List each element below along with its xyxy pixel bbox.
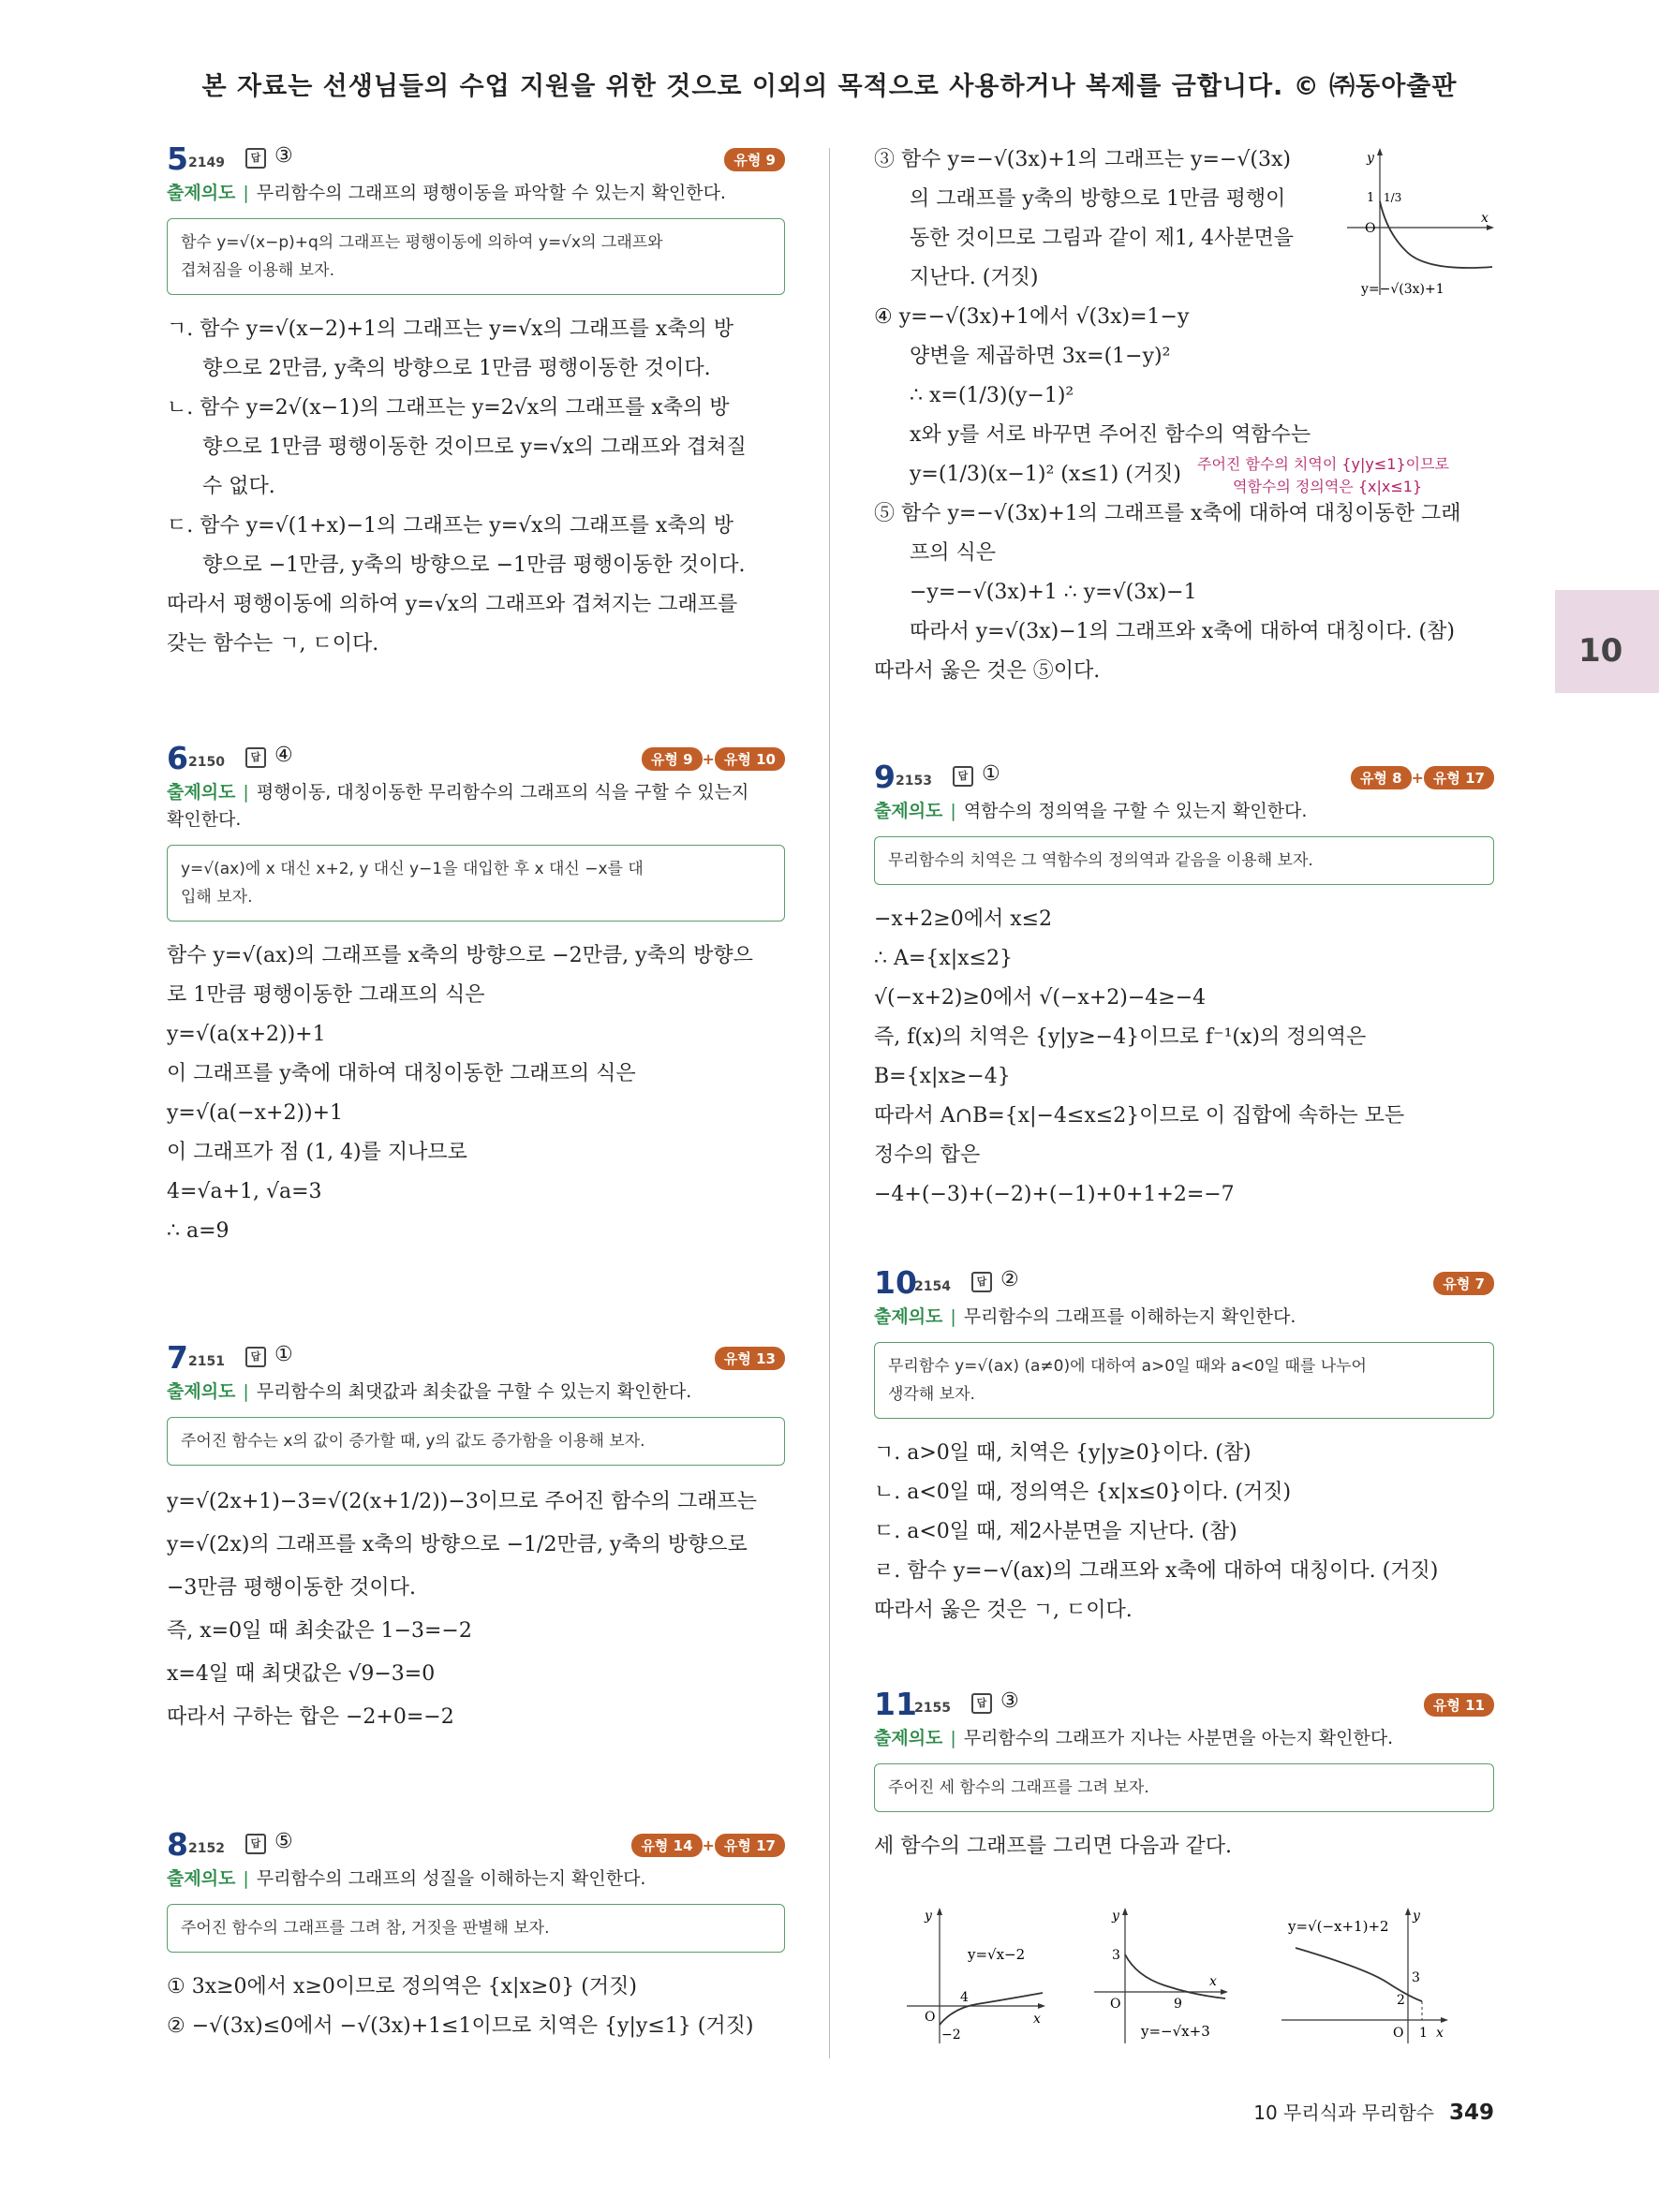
type-badges	[715, 1347, 785, 1370]
problem-10	[874, 1264, 1494, 1630]
solution-line: 따라서 옳은 것은 ⑤이다.	[874, 659, 1101, 683]
solution-line: x=4일 때 최댓값은 √9−3=0	[167, 1662, 436, 1686]
intent-label: 출제의도	[874, 1728, 943, 1748]
problem-number: 5	[167, 140, 188, 177]
hint-line: 주어진 세 함수의 그래프를 그려 보자.	[888, 1778, 1149, 1797]
solution	[167, 1968, 785, 2046]
solution	[167, 310, 785, 664]
type-badge: 유형 17	[715, 1834, 785, 1857]
hint-line: 함수 y=√(x−p)+q의 그래프는 평행이동에 의하여 y=√x의 그래프와	[181, 233, 663, 252]
tick-label: 1	[1419, 2026, 1428, 2041]
answer-icon: 답	[245, 148, 266, 169]
intent-line: 출제의도 | 역함수의 정의역을 구할 수 있는지 확인한다.	[874, 801, 1308, 821]
solution-line: y=√(2x+1)−3=√(2(x+1/2))−3이므로 주어진 함수의 그래프는	[167, 1490, 758, 1513]
footer-chapter: 10 무리식과 무리함수	[1253, 2101, 1434, 2124]
solution-line: 함수 y=√(ax)의 그래프를 x축의 방향으로 −2만큼, y축의 방향으	[167, 944, 753, 967]
problem-6	[167, 740, 785, 1251]
problem-code: 2154	[914, 1279, 951, 1294]
tick-label: 2	[1397, 1993, 1405, 2008]
solution	[874, 900, 1494, 1215]
hint-line: 무리함수 y=√(ax) (a≠0)에 대하여 a>0일 때와 a<0일 때를 나누어	[888, 1357, 1367, 1376]
graph-p8	[1342, 145, 1497, 300]
origin-label: O	[1365, 221, 1376, 236]
problem-number: 11	[874, 1686, 917, 1722]
hint-line: 주어진 함수는 x의 값이 증가할 때, y의 값도 증가함을 이용해 보자.	[181, 1432, 645, 1451]
solution-line: 이 그래프를 y축에 대하여 대칭이동한 그래프의 식은	[167, 1062, 636, 1085]
tick-label: 3	[1112, 1948, 1120, 1963]
solution-line: ④ y=−√(3x)+1에서 √(3x)=1−y	[874, 305, 1190, 329]
hint-box	[874, 1763, 1494, 1812]
y-axis-label: y	[925, 1909, 932, 1924]
problem-number: 9	[874, 759, 896, 795]
x-arrow-icon	[1441, 2017, 1448, 2023]
column-divider	[829, 148, 830, 2058]
problem-header	[167, 1826, 785, 1862]
answer-icon: 답	[971, 1272, 992, 1292]
note-line: 주어진 함수의 치역이 {y|y≤1}이므로	[1197, 455, 1450, 473]
solution	[167, 1481, 785, 1739]
hint-box	[167, 218, 785, 295]
solution-line: ㄷ. a<0일 때, 제2사분면을 지난다. (참)	[874, 1520, 1237, 1543]
graph-1	[907, 1908, 1045, 2043]
chapter-tab-label: 10	[1578, 632, 1623, 670]
type-badge: 유형 7	[1433, 1272, 1494, 1295]
tick-label: 4	[960, 1990, 969, 2005]
solution-line: 갖는 함수는 ㄱ, ㄷ이다.	[167, 632, 379, 656]
page-number: 349	[1448, 2101, 1494, 2125]
solution-line: 세 함수의 그래프를 그리면 다음과 같다.	[874, 1835, 1232, 1858]
solution-line: 로 1만큼 평행이동한 그래프의 식은	[167, 983, 485, 1007]
intent-label: 출제의도	[167, 183, 236, 203]
margin-note	[1197, 453, 1506, 498]
problem-code: 2153	[896, 774, 932, 789]
solution-line: 따라서 y=√(3x)−1의 그래프와 x축에 대하여 대칭이다. (참)	[910, 620, 1455, 643]
solution-text: y=(1/3)(x−1)² (x≤1) (거짓)	[910, 463, 1181, 486]
y-tick-label: 1	[1367, 191, 1375, 205]
solution-line: −4+(−3)+(−2)+(−1)+0+1+2=−7	[874, 1183, 1235, 1206]
copyright-banner: 본 자료는 선생님들의 수업 지원을 위한 것으로 이외의 목적으로 사용하거나 복제를 금합니다. © ㈜동아출판	[201, 72, 1458, 101]
solution-line: 양변을 제곱하면 3x=(1−y)²	[910, 345, 1171, 368]
y-arrow-icon	[937, 1908, 942, 1915]
intent-line: 출제의도 | 무리함수의 최댓값과 최솟값을 구할 수 있는지 확인한다.	[167, 1381, 692, 1402]
x-axis-label: x	[1209, 1974, 1217, 1989]
x-axis-label: x	[1436, 2026, 1444, 2041]
solution-line: 프의 식은	[910, 541, 997, 565]
hint-box	[167, 1904, 785, 1953]
problem-code: 2151	[188, 1354, 225, 1369]
x-axis-label: x	[1481, 211, 1489, 226]
type-badges: 유형 9 + 유형 10	[642, 747, 785, 771]
type-badges: 유형 14 + 유형 17	[631, 1834, 785, 1857]
problem-header	[874, 1264, 1494, 1300]
solution-line: B={x|x≥−4}	[874, 1065, 1011, 1088]
solution-line: ① 3x≥0에서 x≥0이므로 정의역은 {x|x≥0} (거짓)	[167, 1975, 637, 1998]
type-badges	[724, 148, 785, 171]
intent-line: 출제의도 | 무리함수의 그래프가 지나는 사분면을 아는지 확인한다.	[874, 1728, 1394, 1748]
answer-value: ④	[274, 744, 293, 767]
problem-number: 6	[167, 740, 188, 776]
solution-line: 동한 것이므로 그림과 같이 제1, 4사분면을	[910, 227, 1294, 250]
answer-value: ③	[274, 144, 293, 168]
intent-label: 출제의도	[874, 801, 943, 821]
graphs-p11	[902, 1903, 1483, 2053]
solution-line: ③ 함수 y=−√(3x)+1의 그래프는 y=−√(3x)	[874, 148, 1291, 171]
origin-label: O	[1110, 1997, 1121, 2012]
answer-icon: 답	[245, 1347, 266, 1367]
solution-line: ∴ x=(1/3)(y−1)²	[910, 384, 1074, 407]
graph-3	[1281, 1908, 1448, 2043]
y-axis-label: y	[1112, 1909, 1119, 1924]
solution-line: ㄴ. a<0일 때, 정의역은 {x|x≤0}이다. (거짓)	[874, 1481, 1292, 1504]
origin-label: O	[925, 2010, 936, 2025]
intent-label: 출제의도	[167, 1868, 236, 1889]
hint-box	[874, 836, 1494, 885]
answer-value: ①	[982, 762, 1000, 786]
problem-header	[874, 759, 1494, 794]
solution-line: y=√(2x)의 그래프를 x축의 방향으로 −1/2만큼, y축의 방향으로	[167, 1533, 748, 1556]
intent-text: 역함수의 정의역을 구할 수 있는지 확인한다.	[963, 801, 1308, 821]
problem-number: 10	[874, 1264, 917, 1301]
problem-7	[167, 1339, 785, 1739]
type-badge: 유형 10	[715, 747, 785, 771]
answer-icon: 답	[245, 747, 266, 768]
solution-line: 따라서 A∩B={x|−4≤x≤2}이므로 이 집합에 속하는 모든	[874, 1104, 1405, 1128]
problem-5	[167, 140, 785, 664]
solution-line: 즉, f(x)의 치역은 {y|y≥−4}이므로 f⁻¹(x)의 정의역은	[874, 1025, 1367, 1049]
curve-label: y=√(−x+1)+2	[1288, 1918, 1389, 1935]
intent-line: 출제의도 | 무리함수의 그래프를 이해하는지 확인한다.	[874, 1306, 1296, 1327]
solution	[874, 1827, 1494, 1866]
solution-line	[874, 455, 1494, 494]
problem-header	[874, 1686, 1494, 1721]
tick-label: 3	[1412, 1970, 1420, 1985]
curve-label: y=√x−2	[968, 1946, 1026, 1963]
problem-number: 8	[167, 1826, 188, 1863]
solution-line: 따라서 평행이동에 의하여 y=√x의 그래프와 겹쳐지는 그래프를	[167, 593, 738, 616]
intent-line: 출제의도 | 무리함수의 그래프의 평행이동을 파악할 수 있는지 확인한다.	[167, 183, 726, 203]
hint-line: 무리함수의 치역은 그 역함수의 정의역과 같음을 이용해 보자.	[888, 851, 1313, 870]
answer-value: ③	[1000, 1689, 1019, 1713]
solution-line: ㄴ. 함수 y=2√(x−1)의 그래프는 y=2√x의 그래프를 x축의 방	[167, 396, 730, 420]
solution-line: 향으로 −1만큼, y축의 방향으로 −1만큼 평행이동한 것이다.	[202, 553, 746, 577]
type-badge: 유형 13	[715, 1347, 785, 1370]
problem-header	[167, 140, 785, 176]
solution-line: x와 y를 서로 바꾸면 주어진 함수의 역함수는	[910, 423, 1311, 447]
solution-line: 의 그래프를 y축의 방향으로 1만큼 평행이	[910, 187, 1286, 211]
type-badge: 유형 9	[642, 747, 703, 771]
hint-box	[874, 1342, 1494, 1419]
intent-text: 확인한다.	[167, 809, 242, 830]
solution-line: 즉, x=0일 때 최솟값은 1−3=−2	[167, 1619, 472, 1643]
curve-line	[940, 1993, 1043, 2025]
type-badge: 유형 17	[1424, 766, 1494, 789]
problem-8	[167, 1826, 785, 2046]
solution-line: √(−x+2)≥0에서 √(−x+2)−4≥−4	[874, 986, 1207, 1010]
problem-8-continued	[874, 140, 1494, 691]
solution-line: ㄷ. 함수 y=√(1+x)−1의 그래프는 y=√x의 그래프를 x축의 방	[167, 514, 733, 538]
intent-text: 무리함수의 그래프가 지나는 사분면을 아는지 확인한다.	[963, 1728, 1394, 1748]
graph-2	[1094, 1908, 1228, 2043]
solution-line: −y=−√(3x)+1 ∴ y=√(3x)−1	[910, 581, 1197, 604]
tick-label: −2	[941, 2028, 961, 2042]
solution-line: ㄱ. a>0일 때, 치역은 {y|y≥0}이다. (참)	[874, 1441, 1252, 1465]
type-badges	[1433, 1272, 1494, 1295]
answer-value: ⑤	[274, 1830, 293, 1853]
curve-label: y=−√(3x)+1	[1361, 282, 1444, 297]
hint-line: 겹쳐짐을 이용해 보자.	[181, 261, 335, 280]
problem-code: 2150	[188, 755, 225, 770]
solution-line: ㄹ. 함수 y=−√(ax)의 그래프와 x축에 대하여 대칭이다. (거짓)	[874, 1559, 1439, 1583]
answer-icon: 답	[245, 1834, 266, 1854]
intent-text: 평행이동, 대칭이동한 무리함수의 그래프의 식을 구할 수 있는지	[256, 782, 749, 803]
note-line: 역함수의 정의역은 {x|x≤1}	[1233, 478, 1423, 495]
tick-label: 9	[1174, 1997, 1182, 2012]
solution-line: y=√(a(−x+2))+1	[167, 1101, 344, 1125]
problem-11	[874, 1686, 1494, 2042]
problem-code: 2155	[914, 1701, 951, 1716]
solution-line: 수 없다.	[202, 475, 275, 498]
type-badge: 유형 11	[1424, 1693, 1494, 1717]
intent-label: 출제의도	[167, 1381, 236, 1402]
chapter-tab	[1555, 590, 1659, 693]
solution-line: 정수의 합은	[874, 1143, 981, 1167]
origin-label: O	[1393, 2026, 1404, 2041]
problem-header	[167, 740, 785, 775]
hint-line: 주어진 함수의 그래프를 그려 참, 거짓을 판별해 보자.	[181, 1919, 550, 1938]
answer-icon: 답	[953, 766, 973, 787]
answer-value: ②	[1000, 1268, 1019, 1291]
solution-line: ∴ a=9	[167, 1219, 230, 1243]
y-arrow-icon	[1377, 148, 1383, 155]
curve-label: y=−√x+3	[1141, 2023, 1210, 2040]
curve-line	[1380, 201, 1492, 268]
solution-line: ㄱ. 함수 y=√(x−2)+1의 그래프는 y=√x의 그래프를 x축의 방	[167, 317, 733, 341]
hint-line: 생각해 보자.	[888, 1385, 975, 1404]
type-badge: 유형 14	[631, 1834, 702, 1857]
x-axis-label: x	[1033, 2012, 1041, 2027]
solution-line: y=√(a(x+2))+1	[167, 1023, 326, 1046]
solution-line: 따라서 옳은 것은 ㄱ, ㄷ이다.	[874, 1599, 1133, 1622]
hint-line: 입해 보자.	[181, 888, 253, 907]
problem-9	[874, 759, 1494, 1215]
y-axis-label: y	[1413, 1909, 1420, 1924]
problem-number: 7	[167, 1339, 188, 1376]
solution-line: 4=√a+1, √a=3	[167, 1180, 322, 1203]
intent-text: 무리함수의 최댓값과 최솟값을 구할 수 있는지 확인한다.	[256, 1381, 692, 1402]
intent-line: 출제의도 | 무리함수의 그래프의 성질을 이해하는지 확인한다.	[167, 1868, 646, 1889]
solution-line: 이 그래프가 점 (1, 4)를 지나므로	[167, 1141, 467, 1164]
answer-value: ①	[274, 1343, 293, 1366]
hint-line: y=√(ax)에 x 대신 x+2, y 대신 y−1을 대입한 후 x 대신 −x를 대	[181, 860, 644, 878]
solution-line: ∴ A={x|x≤2}	[874, 947, 1013, 970]
solution-line: ② −√(3x)≤0에서 −√(3x)+1≤1이므로 치역은 {y|y≤1} (거짓)	[167, 2014, 754, 2038]
solution-line: 따라서 구하는 합은 −2+0=−2	[167, 1705, 454, 1729]
solution-line: 향으로 1만큼 평행이동한 것이므로 y=√x의 그래프와 겹쳐질	[202, 435, 747, 459]
solution-line: ⑤ 함수 y=−√(3x)+1의 그래프를 x축에 대하여 대칭이동한 그래	[874, 502, 1461, 525]
solution-line: −x+2≥0에서 x≤2	[874, 907, 1053, 931]
type-badge: 유형 8	[1351, 766, 1412, 789]
problem-header	[167, 1339, 785, 1375]
intent-text: 무리함수의 그래프를 이해하는지 확인한다.	[963, 1306, 1296, 1327]
y-arrow-icon	[1122, 1908, 1128, 1915]
solution	[167, 936, 785, 1251]
y-axis-label: y	[1367, 151, 1374, 166]
problem-code: 2152	[188, 1841, 225, 1856]
solution	[874, 1434, 1494, 1630]
hint-box	[167, 1417, 785, 1466]
hint-box	[167, 845, 785, 922]
y-arrow-icon	[1405, 1908, 1411, 1915]
answer-icon: 답	[971, 1693, 992, 1714]
type-badge: 유형 9	[724, 148, 785, 171]
intent-line: 출제의도 | 평행이동, 대칭이동한 무리함수의 그래프의 식을 구할 수 있는지 확인한다.	[167, 782, 749, 830]
intent-label: 출제의도	[167, 782, 236, 803]
solution-line: −3만큼 평행이동한 것이다.	[167, 1576, 416, 1600]
x-arrow-icon	[1221, 1989, 1228, 1995]
type-badges: 유형 8 + 유형 17	[1351, 766, 1494, 789]
page-footer	[1253, 2098, 1494, 2125]
solution-line: 향으로 2만큼, y축의 방향으로 1만큼 평행이동한 것이다.	[202, 357, 711, 380]
intent-text: 무리함수의 그래프의 성질을 이해하는지 확인한다.	[256, 1868, 646, 1889]
problem-code: 2149	[188, 155, 225, 170]
intent-label: 출제의도	[874, 1306, 943, 1327]
type-badges	[1424, 1693, 1494, 1717]
solution-line: 지난다. (거짓)	[910, 266, 1039, 289]
intent-text: 무리함수의 그래프의 평행이동을 파악할 수 있는지 확인한다.	[256, 183, 726, 203]
x-tick-label: 1/3	[1384, 191, 1402, 204]
x-arrow-icon	[1038, 2003, 1045, 2009]
